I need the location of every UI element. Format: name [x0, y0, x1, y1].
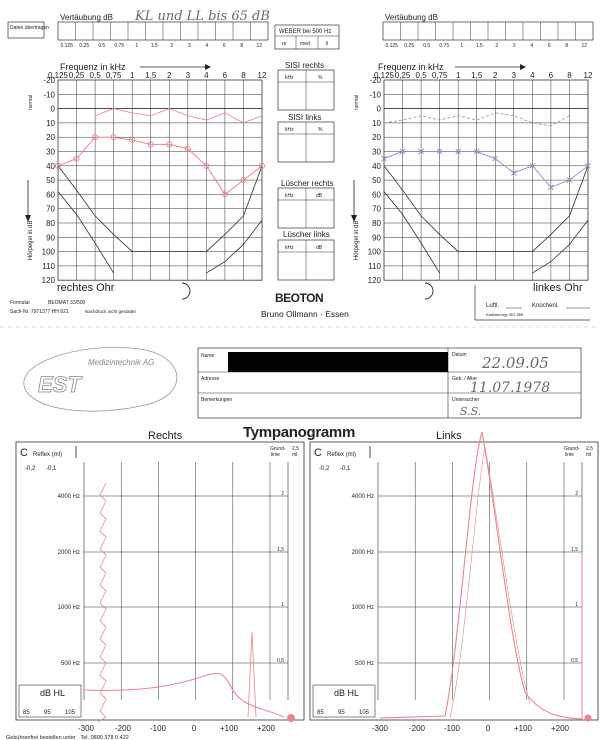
tymp-rechts-label: Rechts — [148, 430, 183, 442]
vert-tick: 4 — [530, 43, 534, 49]
tymp-reflex-label: Reflex (ml) — [33, 452, 63, 458]
db-tick: 80 — [46, 219, 55, 228]
vert-tick: 0.5 — [98, 43, 106, 49]
maker-label: Bruno Ollmann · Essen — [261, 309, 349, 319]
db-tick: 30 — [46, 147, 55, 157]
normal-label: normal — [354, 94, 360, 110]
luscher-links — [278, 230, 334, 280]
aud-envelope-high — [532, 220, 588, 273]
tymp-frame — [16, 442, 304, 720]
vert-tick: 3 — [187, 43, 191, 49]
kalib-label: Kalibrierung ISO 389 — [486, 312, 524, 317]
tymp-x-tick: -100 — [443, 724, 461, 733]
est-logo-text: EST — [38, 372, 81, 397]
db-tick: -20 — [43, 76, 55, 85]
freq-tick: 6 — [548, 71, 554, 80]
datum-label: Datum — [452, 352, 467, 358]
tymp-ml-unit: ml — [586, 452, 592, 458]
datum-value: 22.09.05 — [482, 354, 549, 372]
sisi-rechts-pct: % — [318, 75, 323, 81]
freq-tick: 1,5 — [145, 71, 157, 80]
db-tick: 70 — [372, 204, 381, 214]
weber-li: li — [326, 41, 329, 47]
tymp-x-tick: -100 — [149, 724, 167, 733]
luscher-rechts-db: dB — [316, 193, 323, 199]
freq-tick: 1 — [129, 71, 135, 80]
vert-tick: 4 — [205, 43, 209, 49]
left-ear-label: linkes Ohr — [533, 282, 583, 294]
vert-tick: 8 — [240, 43, 244, 49]
audiogram-left-ear — [351, 71, 593, 285]
vert-tick: 0.25 — [79, 43, 90, 49]
luftl-label: Luftl. — [486, 303, 500, 309]
tymp-hz-tick: 4000 Hz — [351, 494, 374, 500]
formular-label: Formular — [10, 300, 31, 306]
audiogram-right-ear — [25, 71, 267, 285]
freq-tick: 8 — [241, 71, 246, 80]
tymp-neg02: -0,2 — [319, 466, 330, 472]
vertaubung-left-label: Vertäubung dB — [60, 13, 113, 22]
right-ear-symbol — [182, 283, 190, 299]
vert-tick: 12 — [256, 43, 263, 49]
db-tick: 50 — [46, 176, 55, 186]
name-label: Name — [201, 353, 215, 359]
db-tick: 30 — [372, 147, 381, 157]
sach-label: Sach-Nr. 7971377 HH 921 — [10, 309, 69, 315]
sisi-links — [278, 113, 334, 162]
vert-tick: 1 — [460, 43, 464, 49]
freq-tick: 3 — [185, 71, 191, 80]
vert-tick: 1.5 — [475, 43, 483, 49]
db-tick: 120 — [367, 276, 381, 286]
freq-tick: 4 — [530, 71, 535, 80]
tymp-hz-tick: 2000 Hz — [57, 550, 80, 556]
tymp-ml-tick: 1,5 — [571, 547, 578, 553]
freq-label-left: Frequenz in kHz — [60, 62, 126, 72]
freq-tick: 1 — [455, 71, 461, 80]
est-logo — [24, 347, 177, 411]
left-ear-symbol — [425, 283, 433, 299]
top-strip — [8, 9, 593, 49]
freq-tick: 2 — [167, 71, 172, 80]
sisi-rechts — [278, 61, 334, 110]
freq-tick: 6 — [222, 71, 228, 80]
tymp-grundlinie-2: linie — [271, 452, 280, 458]
db-tick: 110 — [368, 261, 381, 271]
luscher-links-title: Lüscher links — [283, 230, 330, 239]
luscher-links-db: dB — [316, 245, 323, 251]
tymp-dbhl-val: 85 — [317, 710, 324, 716]
luscher-links-khz: kHz — [285, 245, 294, 251]
tymp-ml-tick: 0,5 — [571, 658, 578, 664]
tymp-ml-tick: 1 — [281, 602, 284, 608]
db-tick: 40 — [372, 161, 381, 171]
vert-tick: 0.25 — [404, 43, 415, 49]
db-tick: 90 — [372, 233, 381, 243]
db-tick: 10 — [46, 118, 55, 128]
db-axis-label: Hörpegel in dB — [354, 220, 360, 261]
bottom-order-text: Gebührenfrei bestellen unter · Tel. 0800 378 0 422 — [6, 735, 129, 740]
tymp-ml-top: 2,5 — [586, 446, 593, 452]
luscher-rechts — [278, 179, 334, 228]
tymp-neg01: -0,1 — [340, 466, 351, 472]
sisi-links-pct: % — [318, 127, 323, 133]
vert-tick: 12 — [581, 43, 588, 49]
geb-label: Geb. / Alter — [452, 376, 478, 382]
db-tick: 100 — [367, 247, 381, 257]
tymp-hz-tick: 500 Hz — [60, 661, 80, 667]
freq-tick: 3 — [511, 71, 517, 80]
freq-tick: 0,5 — [415, 71, 427, 80]
tymp-hz-tick: 1000 Hz — [57, 605, 80, 611]
freq-tick: 0,125 — [373, 71, 395, 80]
tymp-grundlinie-2: linie — [565, 452, 574, 458]
freq-tick: 12 — [583, 71, 593, 80]
tympanogram-right — [16, 442, 304, 733]
vertaubung-right-grid — [383, 22, 593, 49]
tymp-dbhl-val: 95 — [44, 710, 51, 716]
vert-tick: 0.125 — [60, 43, 74, 49]
tymp-c-label: C — [20, 447, 28, 459]
aud-envelope-low — [58, 192, 114, 274]
tymp-dbhl-val: 85 — [23, 710, 30, 716]
db-tick: -10 — [43, 90, 55, 100]
vert-tick: 3 — [512, 43, 516, 49]
db-tick: 20 — [372, 133, 381, 143]
tymp-x-tick: 0 — [191, 724, 197, 733]
db-tick: 0 — [376, 104, 381, 114]
freq-tick: 0,25 — [68, 71, 85, 80]
tymp-x-tick: +100 — [513, 724, 533, 733]
vert-tick: 6 — [547, 43, 551, 49]
tymp-x-tick: +100 — [219, 724, 239, 733]
tymp-title: Tympanogramm — [243, 424, 355, 441]
db-tick: 50 — [372, 176, 381, 186]
tymp-grundlinie: Grund- — [270, 446, 286, 452]
sisi-rechts-khz: kHz — [285, 75, 294, 81]
tymp-x-tick: -200 — [114, 724, 132, 733]
tymp-left-pen-dot — [585, 715, 592, 722]
untersucher-label: Untersucher — [452, 397, 480, 403]
db-tick: 20 — [46, 133, 55, 143]
sisi-links-khz: kHz — [285, 127, 294, 133]
bemerkungen-label: Bemerkungen — [201, 397, 233, 403]
tymp-hz-tick: 500 Hz — [354, 661, 374, 667]
luscher-rechts-khz: kHz — [285, 193, 294, 199]
db-tick: 110 — [42, 261, 55, 271]
vert-tick: 0.75 — [114, 43, 125, 49]
tymp-hz-tick: 1000 Hz — [351, 605, 374, 611]
db-tick: 0 — [50, 104, 55, 114]
tymp-dbhl-label: dB HL — [40, 688, 66, 698]
tymp-ml-top: 2,5 — [292, 446, 299, 452]
tymp-dbhl-val: 105 — [359, 710, 370, 716]
freq-tick: 0,125 — [47, 71, 69, 80]
tymp-neg01: -0,1 — [46, 466, 57, 472]
freq-tick: 1,5 — [471, 71, 483, 80]
aud-envelope-high — [206, 220, 262, 273]
luscher-rechts-title: Lüscher rechts — [281, 179, 334, 188]
sisi-rechts-title: SISI rechts — [285, 61, 325, 70]
handwritten-note: KL und LL bis 65 dB — [135, 9, 270, 24]
vert-tick: 6 — [222, 43, 226, 49]
beoton-logo: BEOTON — [275, 291, 324, 305]
tymp-x-tick: 0 — [485, 724, 491, 733]
tymp-hz-tick: 2000 Hz — [351, 550, 374, 556]
tymp-x-tick: -200 — [408, 724, 426, 733]
db-tick: 100 — [41, 247, 55, 257]
vert-tick: 1 — [135, 43, 139, 49]
db-tick: -10 — [369, 90, 381, 100]
tymp-c-label: C — [314, 447, 322, 459]
vert-tick: 8 — [565, 43, 569, 49]
vertaubung-right-label: Vertäubung dB — [385, 13, 438, 22]
vert-tick: 2 — [170, 43, 174, 49]
tymp-hz-tick: 4000 Hz — [57, 494, 80, 500]
tymp-x-tick: +200 — [550, 724, 570, 733]
freq-tick: 0,25 — [394, 71, 411, 80]
tymp-ml-tick: 2 — [281, 491, 284, 497]
db-tick: 90 — [46, 233, 55, 243]
tymp-right-pen-dot — [287, 714, 295, 722]
db-axis-label: Hörpegel in dB — [28, 220, 34, 261]
right-ear-label: rechtes Ohr — [57, 282, 115, 294]
tymp-frame — [310, 442, 598, 720]
right-bone-conduction — [95, 109, 262, 123]
db-tick: 80 — [372, 219, 381, 228]
nachdruck-label: Nachdruck nicht gestattet — [85, 309, 136, 314]
vert-tick: 2 — [495, 43, 499, 49]
db-tick: 60 — [372, 190, 381, 200]
geb-value: 11.07.1978 — [470, 380, 551, 396]
tymp-ml-tick: 1 — [575, 602, 578, 608]
aud-envelope-low — [384, 192, 440, 274]
tymp-grundlinie: Grund- — [564, 446, 580, 452]
vert-tick: 1.5 — [150, 43, 158, 49]
tymp-x-tick: +200 — [256, 724, 276, 733]
vert-tick: 0.75 — [439, 43, 450, 49]
freq-tick: 8 — [567, 71, 572, 80]
left-air-conduction — [384, 152, 588, 188]
db-tick: 60 — [46, 190, 55, 200]
weber-re: re — [282, 41, 287, 47]
untersucher-value: S.S. — [460, 405, 482, 418]
daten-label: Daten übertragen — [10, 25, 49, 31]
redacted-name — [228, 352, 448, 372]
sisi-links-title: SISI links — [288, 113, 322, 122]
normal-label: normal — [28, 94, 34, 110]
vertaubung-left-grid — [58, 22, 268, 49]
vert-tick: 0.125 — [385, 43, 399, 49]
tymp-ml-tick: 2 — [575, 491, 578, 497]
tymp-ml-tick: 1,5 — [277, 547, 284, 553]
db-tick: 70 — [46, 204, 55, 214]
freq-label-right: Frequenz in kHz — [378, 62, 444, 72]
tymp-right-reflex-trace — [98, 483, 106, 722]
freq-tick: 2 — [493, 71, 498, 80]
tymp-x-tick: -300 — [77, 724, 95, 733]
tymp-ml-unit: ml — [292, 452, 298, 458]
tymp-links-label: Links — [436, 430, 462, 442]
tymp-reflex-label: Reflex (ml) — [327, 452, 357, 458]
tymp-neg02: -0,2 — [25, 466, 36, 472]
tymp-dbhl-label: dB HL — [334, 688, 360, 698]
est-company: Medizintechnik AG — [88, 358, 155, 367]
knochenl-label: Knochenl. — [532, 303, 559, 309]
tymp-dbhl-val: 105 — [65, 710, 76, 716]
tympanogram-left — [310, 432, 598, 733]
freq-tick: 0,75 — [431, 71, 448, 80]
adresse-label: Adresse — [201, 376, 220, 382]
freq-tick: 0,5 — [89, 71, 101, 80]
weber-med: med — [300, 41, 310, 47]
tymp-dbhl-val: 95 — [338, 710, 345, 716]
db-tick: 10 — [372, 118, 381, 128]
db-tick: 40 — [46, 161, 55, 171]
freq-tick: 0,75 — [105, 71, 122, 80]
beomat-label: BEOMAT 33/500 — [48, 300, 86, 306]
freq-tick: 12 — [257, 71, 267, 80]
weber-title: WEBER bei 500 Hz — [279, 29, 332, 35]
tymp-x-tick: -300 — [371, 724, 389, 733]
tymp-ml-tick: 0,5 — [277, 658, 284, 664]
patient-header — [198, 348, 581, 418]
vert-tick: 0.5 — [423, 43, 431, 49]
freq-tick: 4 — [204, 71, 209, 80]
db-tick: 120 — [41, 276, 55, 286]
db-tick: -20 — [369, 76, 381, 85]
